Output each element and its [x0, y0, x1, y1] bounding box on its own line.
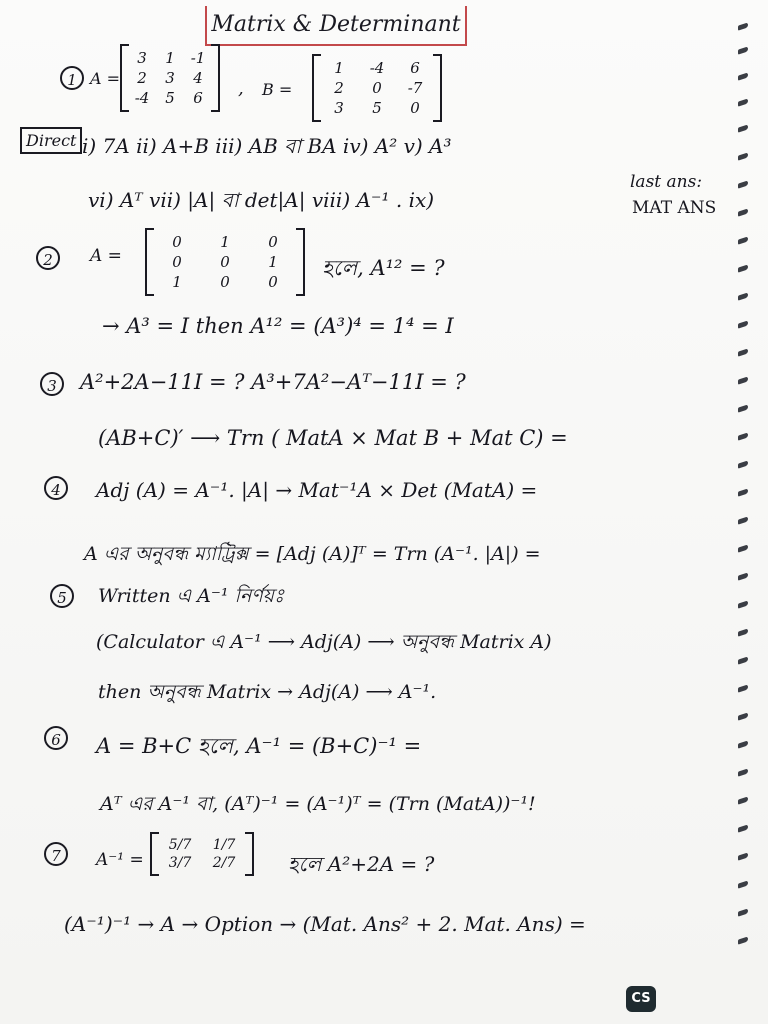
matrix-cell: 0: [172, 253, 182, 271]
matrix-cell: -1: [190, 49, 206, 67]
q1-note-line-2: MAT ANS: [632, 198, 717, 218]
matrix-cell: 0: [220, 273, 230, 291]
matrix-cell: 0: [268, 233, 278, 251]
binding-hole: [738, 908, 748, 916]
binding-hole: [738, 72, 748, 80]
binding-hole: [738, 544, 748, 552]
binding-hole: [738, 348, 748, 356]
matrix-b: [312, 58, 442, 118]
q2-solution: → A³ = I then A¹² = (A³)⁴ = 1⁴ = I: [102, 314, 454, 338]
binding-hole: [738, 824, 748, 832]
binding-hole: [738, 740, 748, 748]
matrix-cell: 5: [372, 99, 382, 117]
binding-hole: [738, 264, 748, 272]
camscanner-logo: CS: [626, 986, 656, 1012]
binding-hole: [738, 796, 748, 804]
binding-hole: [738, 236, 748, 244]
matrix-cell: 4: [193, 69, 203, 87]
q4-line-1: Adj (A) = A⁻¹. |A| → Mat⁻¹A × Det (MatA) =: [96, 478, 538, 502]
matrix-a: [120, 48, 220, 108]
q5-line-2: (Calculator এ A⁻¹ ⟶ Adj(A) ⟶ অনুবন্ধ Matrix A): [96, 631, 552, 653]
q5-line-3: then অনুবন্ধ Matrix → Adj(A) ⟶ A⁻¹.: [98, 681, 437, 703]
question-number-4: 4: [44, 476, 68, 500]
matrix-cell: 6: [410, 59, 420, 77]
q2-matrix: [145, 232, 305, 292]
matrix-separator: ,: [238, 78, 244, 99]
matrix-cell: 3: [137, 49, 147, 67]
q7-matrix-label: A⁻¹ =: [96, 850, 144, 870]
matrix-cell: 1: [334, 59, 344, 77]
matrix-cell: 3: [334, 99, 344, 117]
page-title: Matrix & Determinant: [211, 12, 461, 37]
binding-hole: [738, 684, 748, 692]
binding-hole: [738, 852, 748, 860]
matrix-cell: 0: [268, 273, 278, 291]
binding-hole: [738, 656, 748, 664]
matrix-cell: 1: [220, 233, 230, 251]
question-number-5: 5: [50, 584, 74, 608]
q7-solution: (A⁻¹)⁻¹ → A → Option → (Mat. Ans² + 2. Mat. Ans) =: [64, 912, 586, 936]
q2-question: হলে, A¹² = ?: [322, 256, 445, 280]
q4-line-2: A এর অনুবন্ধ ম্যাট্রিক্স = [Adj (A)]ᵀ = Trn (A⁻¹. |A|) =: [84, 543, 541, 565]
matrix-cell: 1: [165, 49, 175, 67]
binding-hole: [738, 600, 748, 608]
q1-note-line-1: last ans:: [630, 172, 703, 192]
matrix-cell: 0: [172, 233, 182, 251]
matrix-cell: 3/7: [168, 855, 192, 871]
matrix-cell: 2/7: [212, 855, 236, 871]
q5-line-1: Written এ A⁻¹ নির্ণয়ঃ: [98, 585, 285, 607]
binding-hole: [738, 712, 748, 720]
question-number-6: 6: [44, 726, 68, 750]
binding-hole: [738, 46, 748, 54]
question-number-3: 3: [40, 372, 64, 396]
question-number-2: 2: [36, 246, 60, 270]
matrix-cell: 0: [372, 79, 382, 97]
binding-hole: [738, 22, 748, 30]
q7-question: হলে A²+2A = ?: [288, 852, 435, 876]
matrix-cell: -4: [134, 89, 150, 107]
spiral-binding: [734, 24, 754, 954]
binding-hole: [738, 124, 748, 132]
matrix-cell: 1/7: [212, 837, 236, 853]
matrix-cell: 3: [165, 69, 175, 87]
matrix-cell: 2: [334, 79, 344, 97]
q6-line-2: Aᵀ এর A⁻¹ বা, (Aᵀ)⁻¹ = (A⁻¹)ᵀ = (Trn (MatA))⁻¹!: [100, 793, 536, 815]
matrix-cell: 1: [268, 253, 278, 271]
direct-label: Direct: [20, 127, 82, 154]
q3-line-2: (AB+C)′ ⟶ Trn ( MatA × Mat B + Mat C) =: [98, 426, 568, 450]
binding-hole: [738, 292, 748, 300]
title-box: [205, 6, 467, 46]
binding-hole: [738, 376, 748, 384]
matrix-cell: 0: [410, 99, 420, 117]
q1-tasks-line-1: i) 7A ii) A+B iii) AB বা BA iv) A² v) A³: [82, 134, 452, 158]
binding-hole: [738, 488, 748, 496]
question-number-1: 1: [60, 66, 84, 90]
q2-matrix-label: A =: [90, 246, 122, 266]
matrix-a-label: A =: [90, 69, 121, 88]
q7-matrix: [150, 836, 254, 872]
matrix-cell: 0: [220, 253, 230, 271]
q6-line-1: A = B+C হলে, A⁻¹ = (B+C)⁻¹ =: [96, 734, 422, 758]
matrix-cell: -7: [407, 79, 423, 97]
q1-tasks-line-2: vi) Aᵀ vii) |A| বা det|A| viii) A⁻¹ . ix): [88, 188, 435, 212]
matrix-cell: 5/7: [168, 837, 192, 853]
question-number-7: 7: [44, 842, 68, 866]
matrix-cell: 2: [137, 69, 147, 87]
q3-line-1: A²+2A−11I = ? A³+7A²−Aᵀ−11I = ?: [80, 370, 466, 394]
binding-hole: [738, 432, 748, 440]
binding-hole: [738, 180, 748, 188]
binding-hole: [738, 208, 748, 216]
binding-hole: [738, 516, 748, 524]
matrix-cell: -4: [369, 59, 385, 77]
binding-hole: [738, 152, 748, 160]
binding-hole: [738, 404, 748, 412]
binding-hole: [738, 936, 748, 944]
binding-hole: [738, 628, 748, 636]
binding-hole: [738, 880, 748, 888]
matrix-cell: 5: [165, 89, 175, 107]
matrix-cell: 1: [172, 273, 182, 291]
matrix-cell: 6: [193, 89, 203, 107]
binding-hole: [738, 572, 748, 580]
matrix-b-label: B =: [262, 80, 293, 99]
binding-hole: [738, 460, 748, 468]
binding-hole: [738, 768, 748, 776]
binding-hole: [738, 98, 748, 106]
binding-hole: [738, 320, 748, 328]
